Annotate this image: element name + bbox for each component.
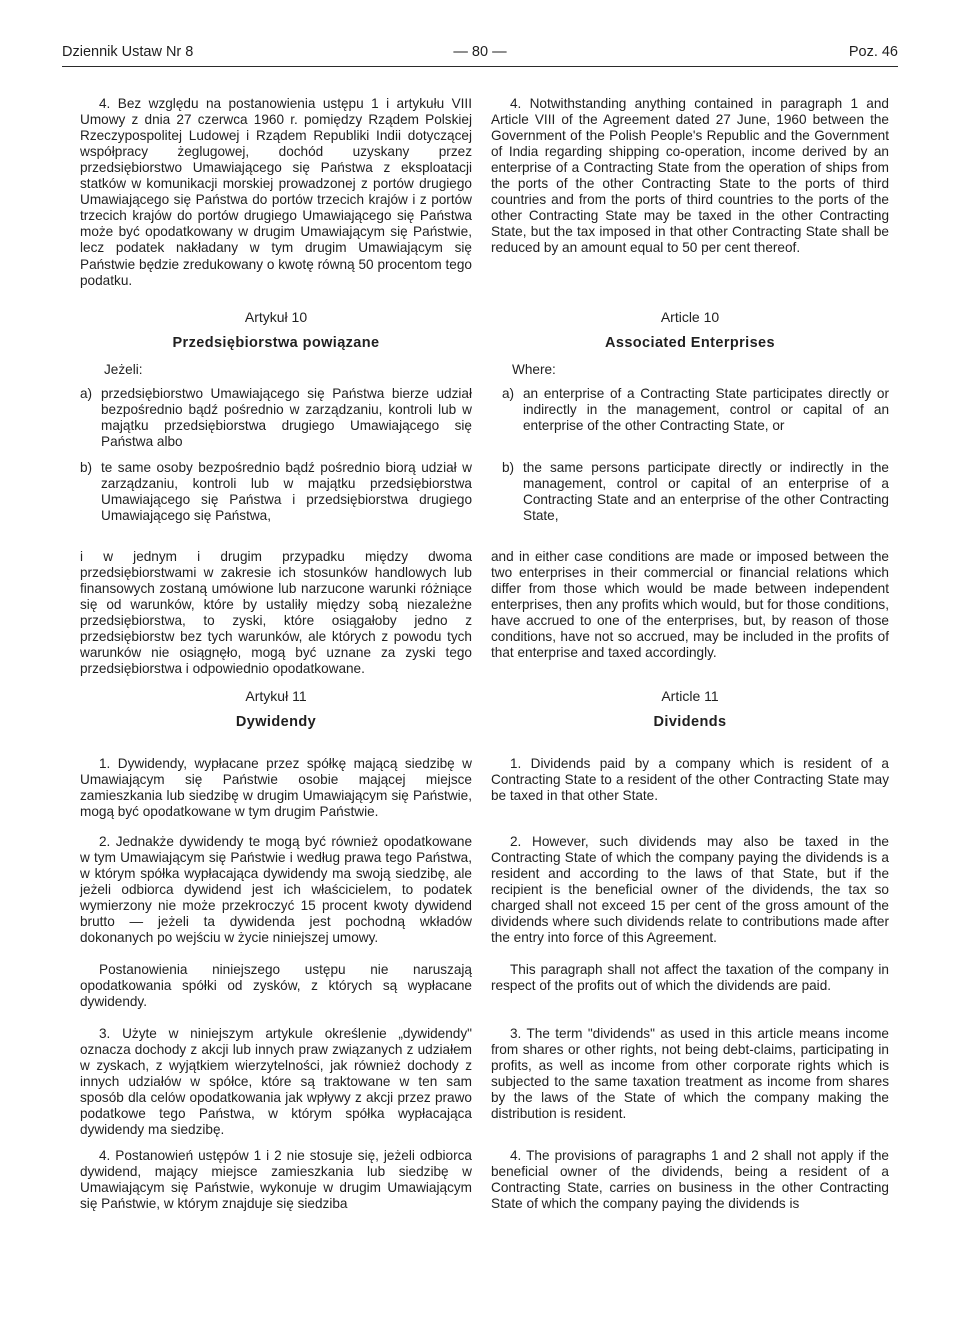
pl-item-a-text: przedsiębiorstwo Umawiającego się Państwa bierze udział bezpośrednio bądź pośrednio w zarządzaniu, kontroli lub w majątku przedsiębiorstwa drugiego Umawiającego się Państwa albo [101, 386, 472, 450]
en-item-b-text: the same persons participate directly or indirectly in the management, control or capital of an enterprise of a Contracting State and an enterprise of the other Contracting State, [523, 460, 889, 524]
en-article-11-para-4: 4. The provisions of paragraphs 1 and 2 shall not apply if the beneficial owner of the dividends, being a resident of a Contracting State, carries on business in the other Contracting State of which the company paying the dividends is [491, 1147, 889, 1211]
pl-paragraph-4: 4. Bez względu na postanowienia ustępu 1 i artykułu VIII Umowy z dnia 27 czerwca 1960 r. pomiędzy Rządem Polskiej Rzeczypospolitej Ludowej i Rządem Republiki Indii dotyczącej współpracy żeglugowej, dochód uzyskany przez przedsiębiorstwo Umawiającego się Państwa z eksploatacji statków w komunikacji morskiej prowadzonej z portów drugiego Umawiającego się Państwa do portów trzecich krajów i z portów trzecich krajów do portów drugiego Umawiającego się Państwa może być opodatkowany w drugim Umawiającym się Państwie, lecz podatek nakładany w tym drugim Umawiającym się Państwie będzie zredukowany o kwotę równą 50 procentom tego podatku. [80, 95, 472, 288]
pl-article-11-heading [80, 687, 472, 731]
item-position: Poz. 46 [848, 44, 898, 60]
en-article-11-title: Dividends [653, 714, 727, 730]
page-number: — 80 — [453, 44, 507, 60]
en-article-11-para-3: 3. The term "dividends" as used in this article means income from shares or other rights, not being debt-claims, participating in profits, as well as income from other corporate rights which is subjected to the same taxation treatment as income from shares by the laws of the State of which the company making the distribution is resident. [491, 1025, 889, 1122]
en-item-a-text: an enterprise of a Contracting State participates directly or indirectly in the management, control or capital of an enterprise of the other Contracting State, or [523, 386, 889, 434]
en-item-b-marker: b) [502, 460, 515, 475]
en-article-11-para-2: 2. However, such dividends may also be taxed in the Contracting State of which the company paying the dividends is a resident and according to the laws of that State, but if the recipient is the beneficial owner of the dividends, the tax so charged shall not exceed 15 per cent of the gross amount of the dividends where such dividends relate to contributions made after the entry into force of this Agreement. [491, 833, 889, 946]
pl-article-10-number: Artykuł 10 [244, 309, 308, 325]
pl-article-10-conclusion: i w jednym i drugim przypadku między dwoma przedsiębiorstwami w zakresie ich stosunków handlowych lub finansowych zostaną umówione lub narzucone warunki różniące się od warunków, które by ustaliły między sobą niezależne przedsiębiorstwa, to zyski, które osiągałoby jedno z przedsiębiorstw bez tych warunków, ale których z powodu tych warunków nie osiągnęło, mogą być uznane za zyski tego przedsiębiorstwa i odpowiednio opodatkowane. [80, 548, 472, 677]
page-header [62, 44, 898, 64]
en-article-10-item-a [502, 386, 889, 434]
pl-article-11-para-3: 3. Użyte w niniejszym artykule określenie „dywidendy" oznacza dochody z akcji lub innych praw związanych z udziałem w zyskach, z wyjątkiem wierzytelności, jak również dochody z innych udziałów w spółce, które są traktowane w ten sam sposób dla celów opodatkowania jak wpływy z akcji przez prawo podatkowe tego Państwa, w którym spółka wypłacająca dywidendy ma siedzibę. [80, 1025, 472, 1138]
en-item-a-marker: a) [502, 386, 515, 401]
pl-article-11-para-2: 2. Jednakże dywidendy te mogą być również opodatkowane w tym Umawiającym się Państwie i według prawa tego Państwa, w którym spółka wypłacająca dywidendy ma swoją siedzibę, ale jeżeli odbiorca dywidend jest ich właścicielem, to podatek wymierzony nie może przekroczyć 15 procent kwoty dywidend brutto — jeżeli ta dywidenda jest pochodną wkładów dokonanych po wejściu w życie niniejszej umowy. [80, 833, 472, 946]
pl-article-10-item-b [80, 460, 472, 524]
pl-article-11-title: Dywidendy [235, 714, 317, 730]
pl-item-a-marker: a) [80, 386, 93, 401]
en-article-10-number: Article 10 [660, 309, 720, 325]
pl-article-10-intro: Jeżeli: [104, 362, 143, 377]
en-article-11-para-2b: This paragraph shall not affect the taxation of the company in respect of the profits out of which the dividends are paid. [491, 961, 889, 993]
pl-article-10-item-a [80, 386, 472, 450]
pl-article-11-para-4: 4. Postanowień ustępów 1 i 2 nie stosuje się, jeżeli odbiorca dywidend, mający miejsce zamieszkania lub siedzibę w Umawiającym się Państwie, wykonuje w drugim Umawiającym się Państwie, w którym znajduje się siedziba [80, 1147, 472, 1211]
header-rule [62, 66, 898, 67]
en-article-11-heading [491, 687, 889, 731]
en-article-10-title: Associated Enterprises [605, 335, 775, 351]
en-paragraph-4: 4. Notwithstanding anything contained in paragraph 1 and Article VIII of the Agreement dated 27 June, 1960 between the Government of the Polish People's Republic and the Government of India regarding shipping co-operation, income derived by an enterprise of a Contracting State from the operation of ships from the ports of the other Contracting State to the ports of third countries and from the ports of third countries to the ports of the other Contracting State may be taxed in the other Contracting State, but the tax imposed in that other Contracting State shall be reduced by an amount equal to 50 per cent thereof. [491, 95, 889, 256]
pl-article-10-heading [80, 308, 472, 352]
en-article-10-item-b [502, 460, 889, 524]
pl-article-11-number: Artykuł 11 [245, 688, 307, 704]
pl-item-b-text: te same osoby bezpośrednio bądź pośrednio biorą udział w zarządzaniu, kontroli lub w majątku przedsiębiorstwa Umawiającego się Państwa i przedsiębiorstwa drugiego Umawiającego się Państwa, [101, 460, 472, 524]
en-article-10-intro: Where: [512, 362, 556, 377]
pl-article-11-para-2b: Postanowienia niniejszego ustępu nie naruszają opodatkowania spółki od zysków, z których są wypłacane dywidendy. [80, 961, 472, 1009]
journal-title: Dziennik Ustaw Nr 8 [62, 44, 194, 60]
pl-article-11-para-1: 1. Dywidendy, wypłacane przez spółkę mającą siedzibę w Umawiającym się Państwie osobie mającej miejsce zamieszkania lub siedzibę w drugim Umawiającym się Państwie, mogą być opodatkowane w tym drugim Państwie. [80, 755, 472, 819]
pl-item-b-marker: b) [80, 460, 93, 475]
en-article-10-conclusion: and in either case conditions are made or imposed between the two enterprises in their commercial or financial relations which differ from those which would be made between independent enterprises, then any profits which would, but for those conditions, have accrued to one of the enterprises, but, by reason of those conditions, have not so accrued, may be included in the profits of that enterprise and taxed accordingly. [491, 548, 889, 661]
en-article-10-heading [491, 308, 889, 352]
en-article-11-number: Article 11 [661, 688, 719, 704]
en-article-11-para-1: 1. Dividends paid by a company which is resident of a Contracting State to a resident of the other Contracting State may be taxed in that other State. [491, 755, 889, 803]
pl-article-10-title: Przedsiębiorstwa powiązane [172, 335, 380, 351]
